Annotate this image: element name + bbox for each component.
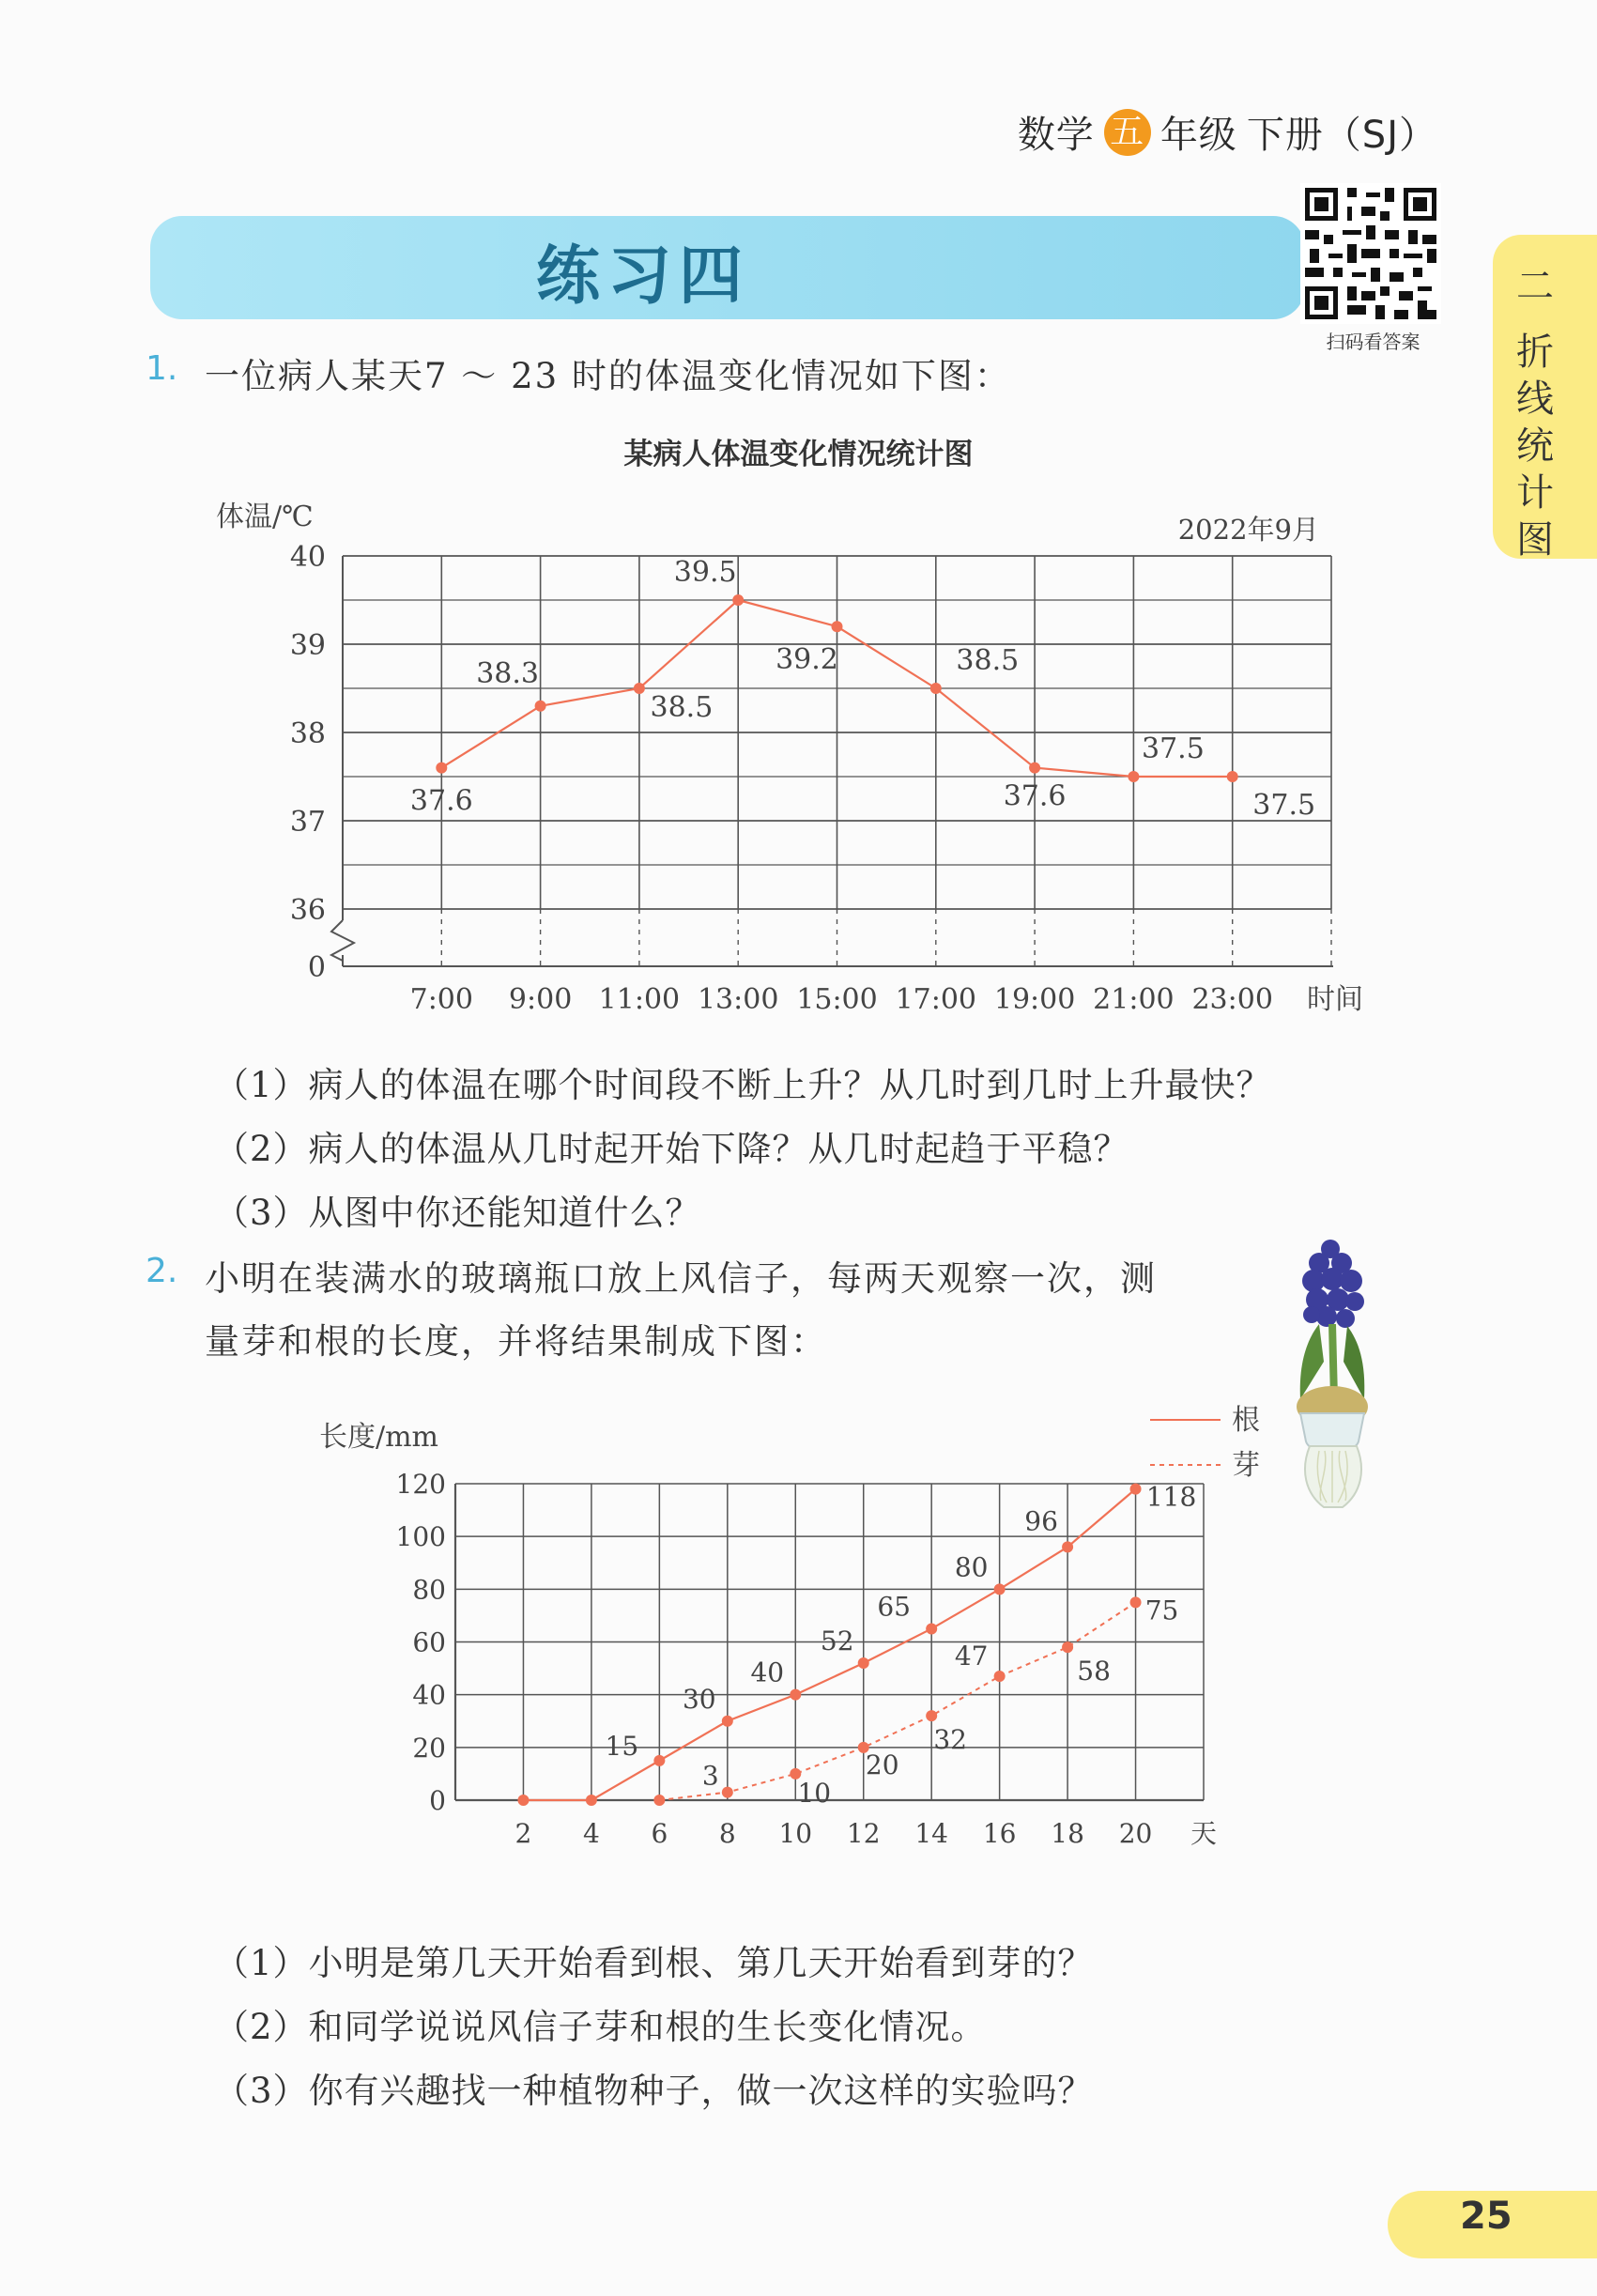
x-tick-label: 8: [718, 1818, 736, 1849]
sprout-label: 20: [865, 1749, 899, 1780]
y-tick-label: 37: [289, 806, 326, 839]
y-tick-label: 0: [429, 1785, 446, 1816]
y-axis-label: 长度/mm: [319, 1421, 439, 1454]
sprout-label: 58: [1077, 1656, 1111, 1687]
q2-sub-1: （1）小明是第几天开始看到根、第几天开始看到芽的？: [214, 1943, 1094, 1983]
hyacinth-growth-chart: [0, 1362, 1597, 1869]
data-point: [930, 683, 942, 694]
root-label: 80: [954, 1551, 989, 1583]
root-point: [517, 1795, 529, 1806]
sprout-point: [994, 1671, 1006, 1682]
root-point: [790, 1689, 801, 1701]
data-label: 39.5: [673, 556, 737, 589]
grade-badge: 五: [1104, 109, 1151, 156]
data-point: [832, 621, 843, 632]
x-tick-label: 15:00: [796, 983, 878, 1016]
y-tick-label: 38: [289, 717, 326, 750]
header-volume: 下册（SJ）: [1246, 114, 1437, 157]
data-point: [1029, 763, 1040, 774]
x-tick-label: 21:00: [1093, 983, 1175, 1016]
root-point: [858, 1657, 869, 1669]
y-tick-label: 36: [289, 894, 326, 927]
data-point: [1128, 771, 1139, 782]
root-label: 30: [682, 1683, 716, 1715]
q1-number: 1.: [146, 349, 178, 388]
q1-sub-2: （2）病人的体温从几时起开始下降？从几时起趋于平稳？: [214, 1129, 1129, 1169]
data-label: 39.2: [775, 643, 838, 677]
root-label: 118: [1145, 1481, 1197, 1513]
x-tick-label: 17:00: [895, 983, 977, 1016]
page-number: 25: [1460, 2195, 1513, 2238]
chart1-title: 某病人体温变化情况统计图: [623, 438, 974, 471]
root-label: 65: [877, 1591, 912, 1623]
x-tick-label: 13:00: [697, 983, 779, 1016]
y-tick-label: 120: [395, 1469, 446, 1500]
q2-text-line-2: 量芽和根的长度，并将结果制成下图：: [205, 1321, 827, 1362]
date-note: 2022年9月: [1177, 514, 1319, 546]
root-label: 40: [750, 1657, 785, 1688]
y-tick-label: 80: [412, 1574, 446, 1606]
data-label: 38.5: [956, 644, 1020, 677]
legend-label-root: 根: [1232, 1404, 1260, 1437]
x-tick-label: 9:00: [508, 983, 573, 1016]
x-tick-label: 10: [778, 1818, 813, 1849]
x-tick-label: 2: [514, 1818, 532, 1849]
data-label: 37.5: [1252, 789, 1316, 822]
x-axis-label: 时间: [1307, 983, 1363, 1016]
qr-label: 扫码看答案: [1326, 331, 1420, 353]
sprout-label: 75: [1144, 1595, 1179, 1626]
root-point: [994, 1583, 1006, 1595]
legend-label-sprout: 芽: [1232, 1449, 1260, 1482]
x-tick-label: 18: [1051, 1818, 1084, 1849]
sprout-point: [653, 1795, 665, 1806]
data-label: 37.6: [1003, 779, 1067, 813]
q1-text: 一位病人某天7 ～ 23 时的体温变化情况如下图：: [205, 356, 1011, 396]
data-label: 37.5: [1142, 732, 1205, 765]
y-tick-label: 100: [395, 1521, 446, 1553]
root-label: 15: [605, 1730, 639, 1762]
x-tick-label: 7:00: [409, 983, 473, 1016]
root-point: [586, 1795, 597, 1806]
x-tick-label: 20: [1118, 1818, 1153, 1849]
x-tick-label: 16: [982, 1818, 1017, 1849]
chapter-number: 二: [1516, 265, 1554, 308]
y-tick-label: 39: [289, 629, 326, 662]
sprout-label: 3: [701, 1760, 719, 1792]
x-tick-label: 4: [582, 1818, 600, 1849]
q1-sub-1: （1）病人的体温在哪个时间段不断上升？从几时到几时上升最快？: [214, 1065, 1272, 1105]
data-label: 38.5: [650, 691, 714, 724]
root-label: 52: [820, 1625, 854, 1657]
chapter-label: 折线统计图: [1516, 331, 1554, 562]
sprout-point: [722, 1787, 733, 1798]
header-subject: 数学: [1017, 114, 1095, 157]
root-point: [653, 1755, 665, 1766]
data-point: [634, 683, 645, 694]
data-point: [1227, 771, 1238, 782]
sprout-point: [926, 1710, 937, 1721]
x-tick-label: 6: [651, 1818, 668, 1849]
q2-number: 2.: [146, 1252, 178, 1290]
q2-sub-3: （3）你有兴趣找一种植物种子，做一次这样的实验吗？: [214, 2071, 1094, 2111]
page-title: 练习四: [535, 239, 750, 314]
y-tick-label: 40: [289, 541, 326, 574]
axis-break-mark: [331, 920, 354, 961]
root-point: [926, 1623, 937, 1634]
data-label: 37.6: [409, 784, 473, 818]
root-point: [722, 1716, 733, 1727]
sprout-label: 10: [797, 1777, 832, 1809]
q2-text-line-1: 小明在装满水的玻璃瓶口放上风信子，每两天观察一次，测: [205, 1258, 1157, 1299]
sprout-label: 47: [954, 1641, 989, 1672]
x-tick-label: 19:00: [993, 983, 1076, 1016]
y-axis-label: 体温/℃: [216, 501, 314, 533]
x-tick-label: 14: [914, 1818, 949, 1849]
root-label: 96: [1024, 1505, 1058, 1537]
x-tick-label: 11:00: [598, 983, 681, 1016]
sprout-point: [1130, 1596, 1142, 1608]
y-tick-label: 40: [412, 1679, 446, 1711]
q2-sub-2: （2）和同学说说风信子芽和根的生长变化情况。: [214, 2007, 987, 2047]
y-tick-label: 20: [412, 1732, 446, 1764]
y-tick-label: 0: [307, 951, 326, 984]
x-tick-label: 12: [846, 1818, 881, 1849]
sprout-point: [1062, 1641, 1073, 1653]
root-point: [1062, 1541, 1073, 1552]
data-label: 38.3: [476, 656, 539, 690]
root-point: [1130, 1484, 1142, 1495]
data-point: [732, 594, 744, 606]
header-grade-suffix: 年级: [1159, 114, 1237, 157]
x-axis-label: 天: [1190, 1818, 1218, 1849]
q1-sub-3: （3）从图中你还能知道什么？: [214, 1193, 701, 1233]
temperature-chart: [0, 0, 1597, 1042]
y-tick-label: 60: [412, 1626, 446, 1658]
sprout-label: 32: [933, 1724, 968, 1756]
data-point: [535, 701, 546, 712]
x-tick-label: 23:00: [1191, 983, 1273, 1016]
data-point: [436, 763, 447, 774]
